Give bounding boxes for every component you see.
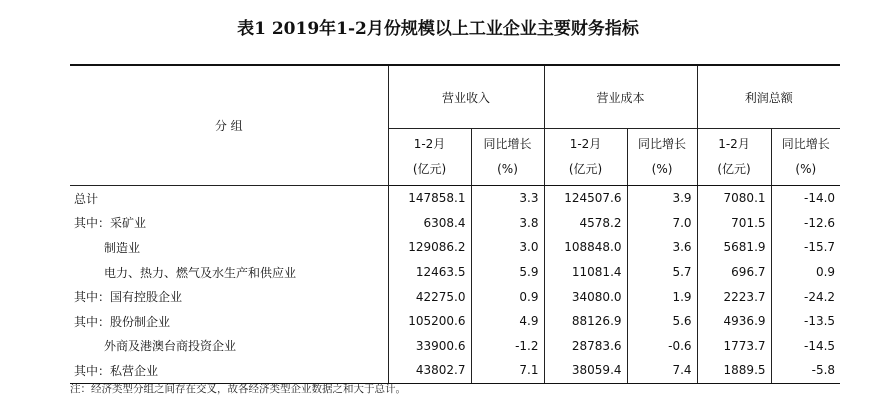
value-cell: 4936.9 xyxy=(697,309,771,334)
table-row xyxy=(70,211,840,236)
growth-cell: -12.6 xyxy=(771,211,840,236)
table-row xyxy=(70,235,840,260)
growth-cell: 7.4 xyxy=(627,358,697,383)
value-cell: 2223.7 xyxy=(697,284,771,309)
growth-cell: -0.6 xyxy=(627,334,697,359)
growth-cell: 3.8 xyxy=(471,211,544,236)
footnote: 注：经济类型分组之间存在交叉，故各经济类型企业数据之和大于总计。 xyxy=(70,383,406,395)
value-cell: 38059.4 xyxy=(544,358,627,383)
table-row xyxy=(70,284,840,309)
group-header-profit: 利润总额 xyxy=(697,65,840,129)
growth-cell: 7.0 xyxy=(627,211,697,236)
value-cell: 42275.0 xyxy=(388,284,471,309)
row-label: 制造业 xyxy=(104,240,141,255)
growth-cell: -14.0 xyxy=(771,186,840,211)
growth-cell: 5.6 xyxy=(627,309,697,334)
growth-cell: 3.6 xyxy=(627,235,697,260)
table-header xyxy=(70,65,840,186)
row-label: 其中：股份制企业 xyxy=(74,314,171,329)
row-label: 其中：采矿业 xyxy=(74,216,147,231)
value-cell: 88126.9 xyxy=(544,309,627,334)
value-cell: 28783.6 xyxy=(544,334,627,359)
growth-cell: 4.9 xyxy=(471,309,544,334)
group-header-revenue: 营业收入 xyxy=(388,65,544,129)
value-cell: 33900.6 xyxy=(388,334,471,359)
growth-cell: 5.9 xyxy=(471,260,544,285)
subheader-growth: 同比增长 (%) xyxy=(471,129,544,186)
value-cell: 4578.2 xyxy=(544,211,627,236)
value-cell: 701.5 xyxy=(697,211,771,236)
growth-cell: 7.1 xyxy=(471,358,544,383)
growth-cell: 3.0 xyxy=(471,235,544,260)
table-title: 表1 2019年1-2月份规模以上工业企业主要财务指标 xyxy=(237,19,639,39)
subheader-value: 1-2月 (亿元) xyxy=(544,129,627,186)
value-cell: 11081.4 xyxy=(544,260,627,285)
value-cell: 1889.5 xyxy=(697,358,771,383)
growth-cell: -24.2 xyxy=(771,284,840,309)
growth-cell: 1.9 xyxy=(627,284,697,309)
table-row xyxy=(70,186,840,211)
value-cell: 5681.9 xyxy=(697,235,771,260)
row-label: 电力、热力、燃气及水生产和供应业 xyxy=(104,265,297,280)
value-cell: 696.7 xyxy=(697,260,771,285)
row-label: 总计 xyxy=(74,191,99,206)
value-cell: 147858.1 xyxy=(388,186,471,211)
growth-cell: -1.2 xyxy=(471,334,544,359)
group-header-cost: 营业成本 xyxy=(544,65,697,129)
row-label: 外商及港澳台商投资企业 xyxy=(104,339,237,354)
growth-cell: -13.5 xyxy=(771,309,840,334)
value-cell: 34080.0 xyxy=(544,284,627,309)
subheader-value: 1-2月 (亿元) xyxy=(388,129,471,186)
value-cell: 12463.5 xyxy=(388,260,471,285)
row-group-header: 分 组 xyxy=(70,65,388,186)
subheader-growth: 同比增长 (%) xyxy=(627,129,697,186)
growth-cell: 3.9 xyxy=(627,186,697,211)
growth-cell: 3.3 xyxy=(471,186,544,211)
financial-indicators-table xyxy=(70,64,840,384)
table-row xyxy=(70,309,840,334)
growth-cell: -5.8 xyxy=(771,358,840,383)
value-cell: 43802.7 xyxy=(388,358,471,383)
table-body xyxy=(70,186,840,384)
table-row xyxy=(70,260,840,285)
growth-cell: 5.7 xyxy=(627,260,697,285)
value-cell: 6308.4 xyxy=(388,211,471,236)
row-label: 其中：私营企业 xyxy=(70,358,388,383)
value-cell: 105200.6 xyxy=(388,309,471,334)
growth-cell: -14.5 xyxy=(771,334,840,359)
subheader-growth: 同比增长 (%) xyxy=(771,129,840,186)
table-row xyxy=(70,334,840,359)
growth-cell: 0.9 xyxy=(471,284,544,309)
value-cell: 7080.1 xyxy=(697,186,771,211)
table-row xyxy=(70,358,840,383)
subheader-value: 1-2月 (亿元) xyxy=(697,129,771,186)
growth-cell: 0.9 xyxy=(771,260,840,285)
value-cell: 108848.0 xyxy=(544,235,627,260)
growth-cell: -15.7 xyxy=(771,235,840,260)
value-cell: 1773.7 xyxy=(697,334,771,359)
value-cell: 124507.6 xyxy=(544,186,627,211)
value-cell: 129086.2 xyxy=(388,235,471,260)
row-label: 其中：国有控股企业 xyxy=(74,290,183,305)
